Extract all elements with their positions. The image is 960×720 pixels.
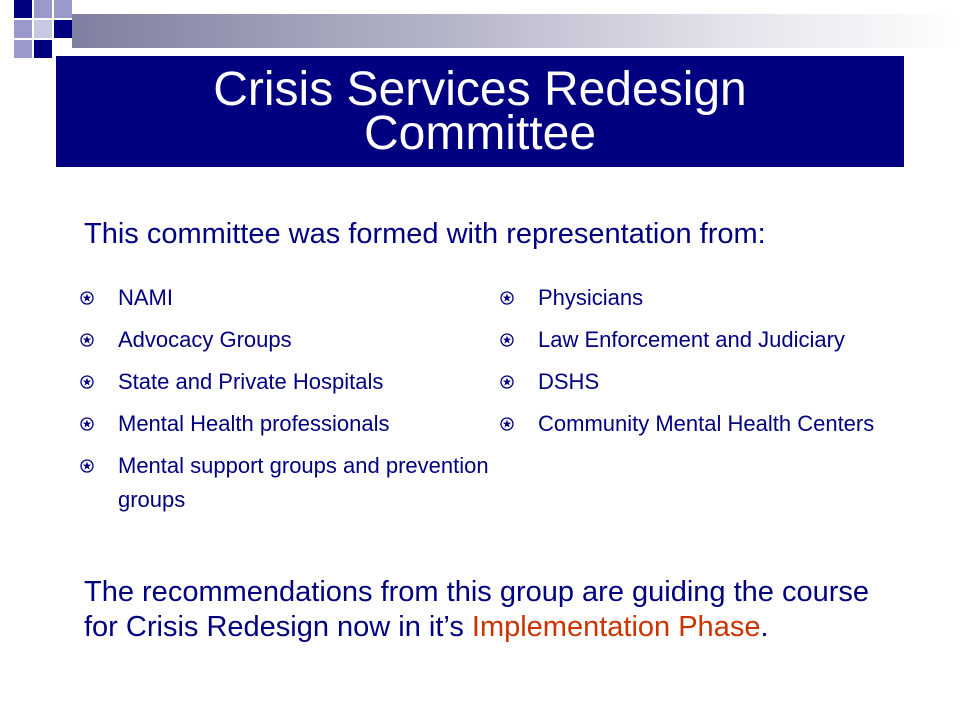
deco-square: [14, 40, 32, 58]
title-banner: [56, 56, 904, 167]
list-item-label: Mental Health professionals: [118, 411, 390, 436]
list-item: [500, 407, 900, 441]
decorative-gradient-bar: [72, 14, 960, 48]
star-in-circle-icon: [80, 291, 94, 305]
deco-square: [54, 20, 72, 38]
page-title-line-2: Committee: [363, 107, 597, 160]
list-item: [80, 449, 490, 517]
list-item: [500, 323, 900, 357]
star-in-circle-icon: [80, 375, 94, 389]
deco-square: [14, 0, 32, 18]
deco-square: [34, 20, 52, 38]
list-item: [500, 365, 900, 399]
deco-square: [54, 0, 72, 18]
list-item-label: Physicians: [538, 285, 644, 310]
list-item: [500, 281, 900, 315]
list-item: [80, 365, 490, 399]
deco-square: [14, 20, 32, 38]
list-item-label: Community Mental Health Centers: [538, 411, 875, 436]
closing-text: The recommendations from this group are guiding the course for Crisis Redesign now in it’s: [84, 576, 870, 643]
list-item: [80, 407, 490, 441]
list-item-label: Law Enforcement and Judiciary: [538, 327, 845, 352]
star-in-circle-icon: [500, 375, 514, 389]
list-item: [80, 323, 490, 357]
star-in-circle-icon: [500, 417, 514, 431]
closing-period: .: [760, 611, 769, 643]
list-item-label: DSHS: [538, 369, 600, 394]
list-item-label: Mental support groups and prevention groups: [118, 453, 489, 512]
star-in-circle-icon: [500, 291, 514, 305]
star-in-circle-icon: [80, 459, 94, 473]
list-item-label: Advocacy Groups: [118, 327, 292, 352]
star-in-circle-icon: [80, 333, 94, 347]
closing-paragraph: [84, 575, 904, 645]
page-title-line-1: Crisis Services Redesign: [213, 63, 747, 116]
implementation-phase-highlight: Implementation Phase: [471, 611, 761, 643]
list-item-label: State and Private Hospitals: [118, 369, 384, 394]
star-in-circle-icon: [500, 333, 514, 347]
representation-list-right: [500, 281, 900, 449]
list-item: [80, 281, 490, 315]
intro-text: This committee was formed with representation from:: [84, 218, 766, 250]
list-item-label: NAMI: [118, 285, 173, 310]
star-in-circle-icon: [80, 417, 94, 431]
deco-square: [34, 0, 52, 18]
deco-square: [34, 40, 52, 58]
representation-list-left: [80, 281, 490, 525]
